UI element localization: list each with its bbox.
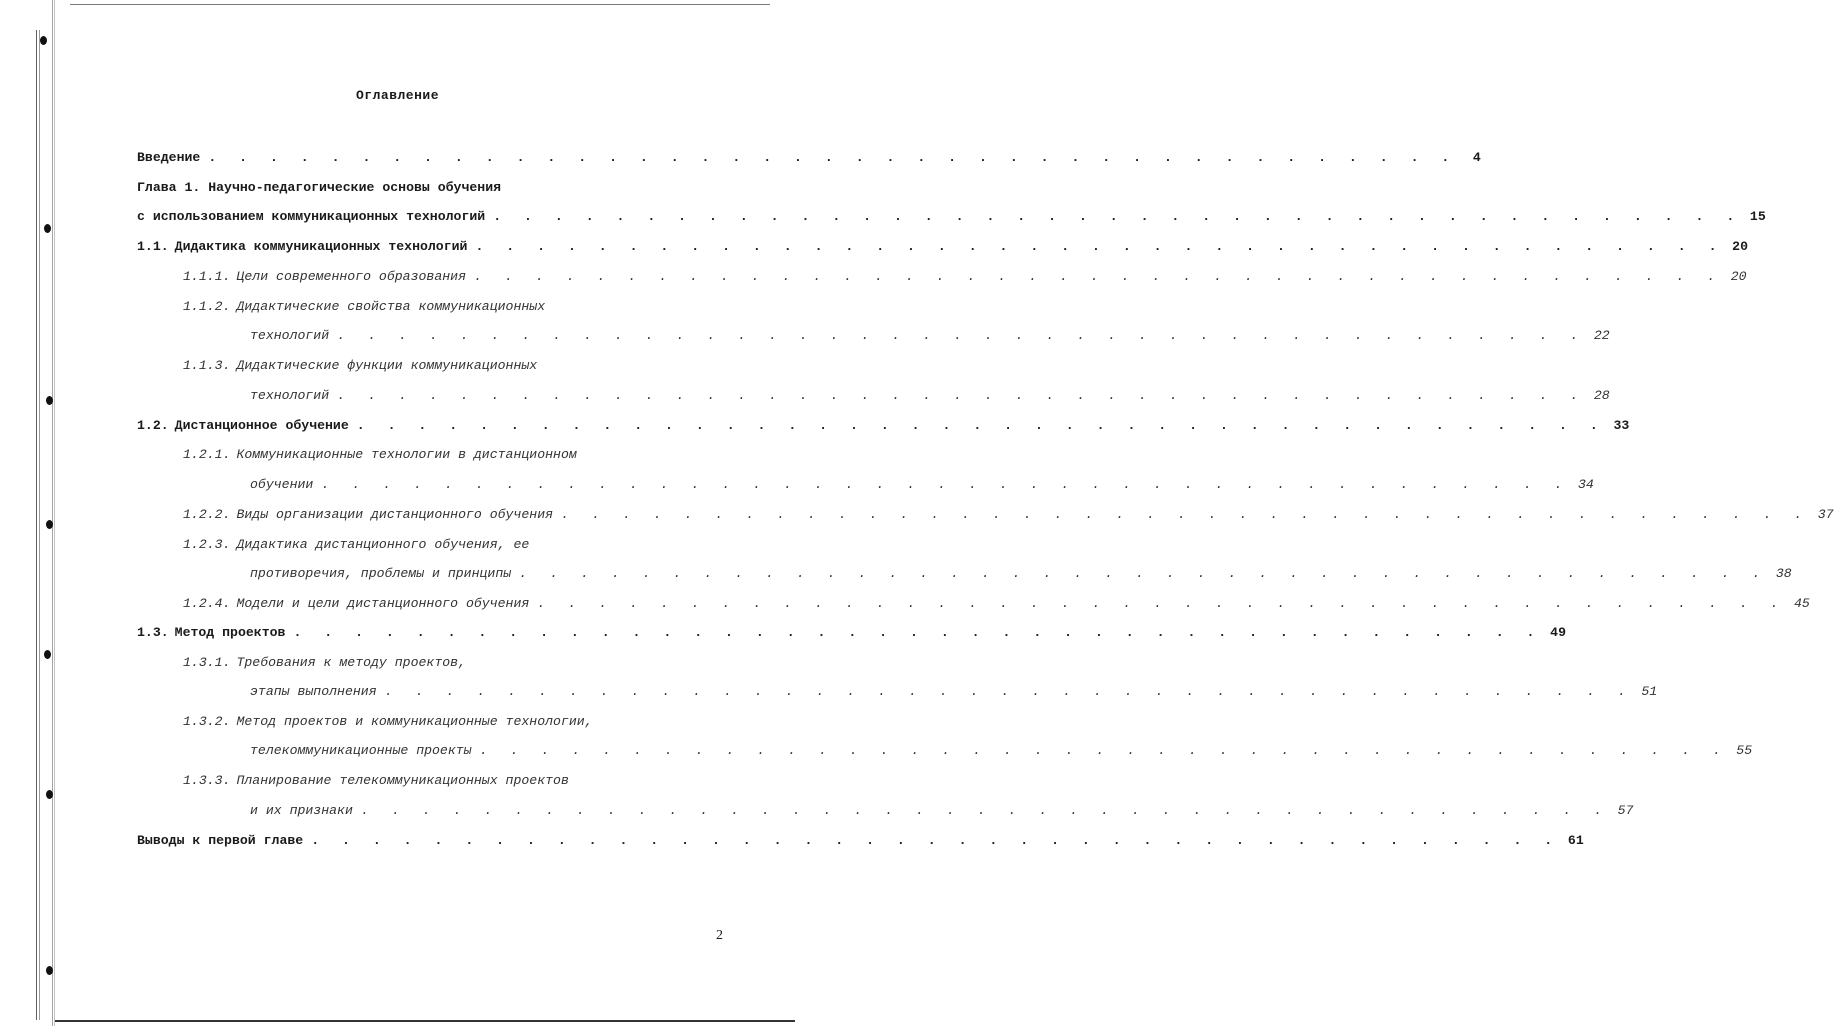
- toc-entry-label: Виды организации дистанционного обучения: [236, 507, 554, 522]
- toc-entry-label: с использованием коммуникационных технологий: [137, 209, 486, 224]
- toc-page-number: 57: [1617, 803, 1634, 818]
- toc-entry-label: Требования к методу проектов,: [236, 655, 466, 670]
- toc-leader: . . . . . . . . . . . . . . . . . . . . . . . . . . . . . . . . . . . . . . . . .: [356, 418, 1606, 433]
- toc-entry-1-2-1: [183, 445, 577, 465]
- toc-page-number: 55: [1736, 743, 1753, 758]
- scan-mark: [46, 396, 53, 405]
- toc-leader: . . . . . . . . . . . . . . . . . . . . . . . . . . . . . . . . . . . . . . . . .: [208, 150, 1457, 165]
- toc-section-number: 1.2.: [137, 418, 169, 433]
- toc-entry-1-3-1: [183, 653, 466, 673]
- toc-entry-label: телекоммуникационные проекты: [250, 743, 472, 758]
- toc-page-number: 28: [1593, 388, 1610, 403]
- toc-entry-label: Метод проектов: [174, 625, 286, 640]
- toc-section-number: 1.1.: [137, 239, 169, 254]
- toc-section-number: 1.1.2.: [183, 299, 231, 314]
- toc-leader: . . . . . . . . . . . . . . . . . . . . . . . . . . . . . . . . . . . . . . . . .: [561, 507, 1810, 522]
- toc-entry-label: Дидактика коммуникационных технологий: [174, 239, 468, 254]
- toc-entry-chapter-1: [137, 178, 501, 198]
- toc-leader: . . . . . . . . . . . . . . . . . . . . . . . . . . . . . . . . . . . . . . . . .: [475, 239, 1724, 254]
- page-number: 2: [716, 928, 723, 943]
- toc-entry-1-3-2-cont: [250, 741, 1753, 761]
- toc-section-number: 1.2.3.: [183, 537, 231, 552]
- toc-entry-1-3-3-cont: [250, 801, 1634, 821]
- toc-entry-1-1-3-cont: [250, 386, 1610, 406]
- toc-page-number: 22: [1593, 328, 1610, 343]
- toc-section-number: 1.2.1.: [183, 447, 231, 462]
- toc-section-number: 1.3.3.: [183, 773, 231, 788]
- scan-binding-edge: [36, 30, 42, 1020]
- toc-entry-1-3-1-cont: [250, 682, 1658, 702]
- toc-entry-1-2-3: [183, 535, 529, 555]
- toc-entry-label: Выводы к первой главе: [137, 833, 304, 848]
- toc-entry-1-3-3: [183, 771, 569, 791]
- toc-page-number: 51: [1641, 684, 1658, 699]
- toc-entry-label: технологий: [250, 328, 330, 343]
- toc-entry-label: технологий: [250, 388, 330, 403]
- toc-entry-1-2-3-cont: [250, 564, 1792, 584]
- scan-mark: [44, 224, 51, 233]
- toc-section-number: 1.1.3.: [183, 358, 231, 373]
- toc-leader: . . . . . . . . . . . . . . . . . . . . . . . . . . . . . . . . . . . . . . . . .: [473, 269, 1723, 284]
- toc-entry-label: Метод проектов и коммуникационные технологии,: [236, 714, 593, 729]
- toc-section-number: 1.3.: [137, 625, 169, 640]
- toc-entry-chapter-1-cont: [137, 207, 1766, 227]
- toc-leader: . . . . . . . . . . . . . . . . . . . . . . . . . . . . . . . . . . . . . . . . .: [493, 209, 1742, 224]
- toc-leader: . . . . . . . . . . . . . . . . . . . . . . . . . . . . . . . . . . . . . . . . .: [519, 566, 1768, 581]
- scan-mark: [46, 966, 53, 975]
- scan-mark: [46, 790, 53, 799]
- toc-page-number: 34: [1578, 477, 1594, 492]
- page-title: Оглавление: [355, 88, 439, 103]
- toc-entry-1-1: [137, 237, 1748, 257]
- toc-section-number: 1.2.2.: [183, 507, 231, 522]
- toc-section-number: 1.3.1.: [183, 655, 231, 670]
- toc-page-number: 45: [1794, 596, 1810, 611]
- toc-entry-label: Дидактические свойства коммуникационных: [236, 299, 546, 314]
- toc-entry-1-3: [137, 623, 1566, 643]
- toc-leader: . . . . . . . . . . . . . . . . . . . . . . . . . . . . . . . . . . . . . . . . .: [537, 596, 1786, 611]
- toc-leader: . . . . . . . . . . . . . . . . . . . . . . . . . . . . . . . . . . . . . . . . .: [311, 833, 1560, 848]
- toc-page-number: 49: [1550, 625, 1566, 640]
- toc-leader: . . . . . . . . . . . . . . . . . . . . . . . . . . . . . . . . . . . . . . . . .: [479, 743, 1729, 758]
- toc-section-number: 1.3.2.: [183, 714, 231, 729]
- toc-section-number: 1.2.4.: [183, 596, 231, 611]
- scan-bottom-rule: [55, 1020, 795, 1022]
- scan-mark: [46, 520, 53, 529]
- toc-entry-label: Введение: [137, 150, 201, 165]
- scan-mark: [44, 650, 51, 659]
- toc-entry-label: и их признаки: [250, 803, 353, 818]
- toc-entry-label: Дистанционное обучение: [174, 418, 349, 433]
- toc-entry-label: Глава 1. Научно-педагогические основы обучения: [137, 180, 502, 195]
- toc-entry-label: Цели современного образования: [236, 269, 466, 284]
- toc-page-number: 20: [1732, 239, 1748, 254]
- toc-leader: . . . . . . . . . . . . . . . . . . . . . . . . . . . . . . . . . . . . . . . . .: [384, 684, 1634, 699]
- toc-entry-conclusions: [137, 831, 1584, 851]
- toc-page-number: 4: [1472, 150, 1481, 165]
- toc-leader: . . . . . . . . . . . . . . . . . . . . . . . . . . . . . . . . . . . . . . . . .: [360, 803, 1610, 818]
- toc-entry-1-3-2: [183, 712, 593, 732]
- scan-binding-edge-secondary: [52, 0, 55, 1026]
- toc-entry-label: Дидактика дистанционного обучения, ее: [236, 537, 530, 552]
- toc-entry-label: противоречия, проблемы и принципы: [250, 566, 512, 581]
- toc-entry-1-2-1-cont: [250, 475, 1594, 495]
- toc-entry-label: Модели и цели дистанционного обучения: [236, 596, 530, 611]
- toc-entry-label: Планирование телекоммуникационных проектов: [236, 773, 569, 788]
- toc-entry-label: Коммуникационные технологии в дистанционном: [236, 447, 577, 462]
- toc-page-number: 38: [1775, 566, 1792, 581]
- toc-entry-1-2-2: [183, 505, 1834, 525]
- toc-leader: . . . . . . . . . . . . . . . . . . . . . . . . . . . . . . . . . . . . . . . . .: [337, 388, 1586, 403]
- toc-page-number: 20: [1730, 269, 1747, 284]
- toc-entry-label: обучении: [250, 477, 314, 492]
- toc-page-number: 61: [1567, 833, 1584, 848]
- toc-leader: . . . . . . . . . . . . . . . . . . . . . . . . . . . . . . . . . . . . . . . . .: [337, 328, 1586, 343]
- toc-page-number: 37: [1817, 507, 1834, 522]
- toc-entry-1-1-2: [183, 297, 545, 317]
- scan-top-rule: [70, 4, 770, 5]
- toc-entry-1-1-2-cont: [250, 326, 1610, 346]
- toc-entry-1-2-4: [183, 594, 1810, 614]
- toc-page-number: 15: [1749, 209, 1766, 224]
- toc-entry-label: Дидактические функции коммуникационных: [236, 358, 538, 373]
- toc-page-number: 33: [1613, 418, 1630, 433]
- toc-entry-intro: [137, 148, 1481, 168]
- toc-entry-1-1-3: [183, 356, 537, 376]
- toc-leader: . . . . . . . . . . . . . . . . . . . . . . . . . . . . . . . . . . . . . . . . .: [293, 625, 1542, 640]
- toc-section-number: 1.1.1.: [183, 269, 231, 284]
- toc-entry-1-2: [137, 416, 1630, 436]
- scan-mark: [40, 36, 47, 45]
- toc-entry-1-1-1: [183, 267, 1747, 287]
- toc-entry-label: этапы выполнения: [250, 684, 377, 699]
- toc-leader: . . . . . . . . . . . . . . . . . . . . . . . . . . . . . . . . . . . . . . . . .: [321, 477, 1570, 492]
